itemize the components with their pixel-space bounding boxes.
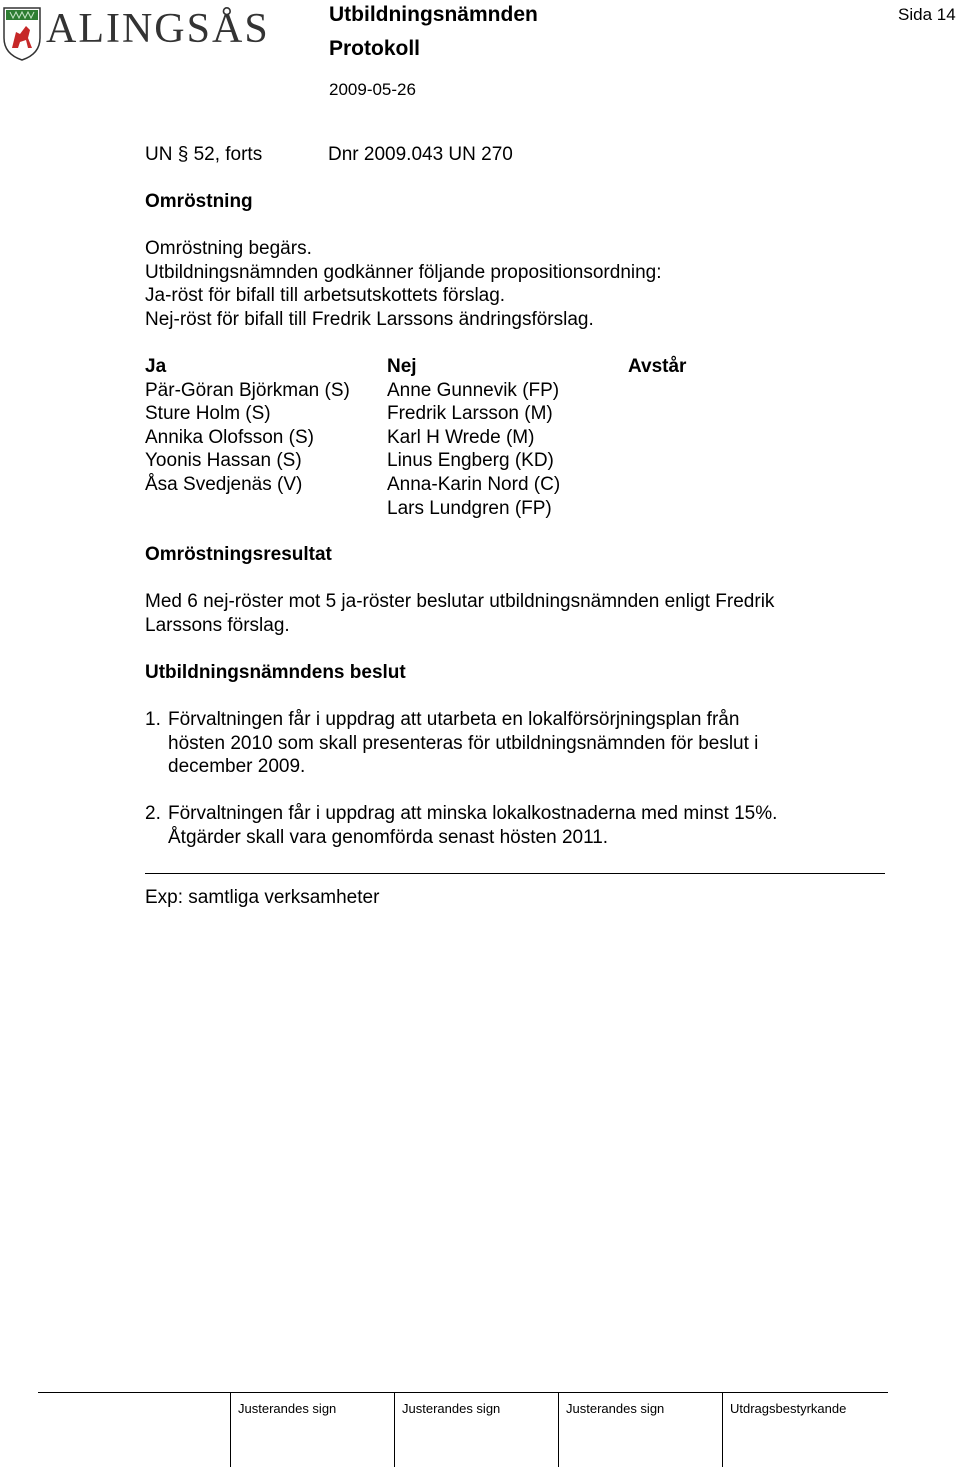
signature-divider <box>394 1392 395 1467</box>
case-dnr: Dnr 2009.043 UN 270 <box>328 144 513 165</box>
document-title: Utbildningsnämnden <box>329 3 538 26</box>
signature-divider <box>230 1392 231 1467</box>
decision-line: Förvaltningen får i uppdrag att minska lokalkostnaderna med minst 15%. <box>168 803 778 824</box>
case-number: UN § 52, forts <box>145 144 263 165</box>
signature-divider <box>558 1392 559 1467</box>
decision-number: 1. <box>145 709 161 730</box>
decision-line: december 2009. <box>168 756 306 777</box>
vote-heading: Omröstning <box>145 191 253 212</box>
vote-line: Utbildningsnämnden godkänner följande propositionsordning: <box>145 262 662 283</box>
nej-header: Nej <box>387 356 417 377</box>
signature-label: Justerandes sign <box>566 1401 665 1416</box>
ja-voter: Åsa Svedjenäs (V) <box>145 474 303 495</box>
nej-voter: Lars Lundgren (FP) <box>387 498 552 519</box>
ja-voter: Annika Olofsson (S) <box>145 427 314 448</box>
signature-label: Justerandes sign <box>402 1401 501 1416</box>
exp-text: Exp: samtliga verksamheter <box>145 887 380 908</box>
result-line: Larssons förslag. <box>145 615 290 636</box>
ja-voter: Pär-Göran Björkman (S) <box>145 380 350 401</box>
decision-line: hösten 2010 som skall presenteras för utbildningsnämnden för beslut i <box>168 733 759 754</box>
vote-line: Nej-röst för bifall till Fredrik Larssons ändringsförslag. <box>145 309 594 330</box>
decision-line: Åtgärder skall vara genomförda senast hösten 2011. <box>168 827 609 848</box>
nej-voter: Anna-Karin Nord (C) <box>387 474 561 495</box>
decision-heading: Utbildningsnämndens beslut <box>145 662 406 683</box>
result-heading: Omröstningsresultat <box>145 544 332 565</box>
logo-text: ALINGSÅS <box>46 6 270 52</box>
nej-voter: Fredrik Larsson (M) <box>387 403 553 424</box>
nej-voter: Anne Gunnevik (FP) <box>387 380 560 401</box>
nej-voter: Karl H Wrede (M) <box>387 427 535 448</box>
page-number: Sida 14 <box>898 5 956 24</box>
document-date: 2009-05-26 <box>329 80 416 99</box>
ja-header: Ja <box>145 356 167 377</box>
decision-number: 2. <box>145 803 161 824</box>
document-type: Protokoll <box>329 37 421 60</box>
signature-top-line <box>38 1392 888 1393</box>
signature-label: Utdragsbestyrkande <box>730 1401 847 1416</box>
signature-label: Justerandes sign <box>238 1401 337 1416</box>
signature-divider <box>722 1392 723 1467</box>
avstar-header: Avstår <box>628 356 687 377</box>
ja-voter: Yoonis Hassan (S) <box>145 450 302 471</box>
municipality-logo <box>2 4 270 64</box>
vote-line: Omröstning begärs. <box>145 238 312 259</box>
ja-voter: Sture Holm (S) <box>145 403 271 424</box>
nej-voter: Linus Engberg (KD) <box>387 450 554 471</box>
decision-line: Förvaltningen får i uppdrag att utarbeta en lokalförsörjningsplan från <box>168 709 740 730</box>
exp-divider <box>145 873 885 874</box>
result-line: Med 6 nej-röster mot 5 ja-röster beslutar utbildningsnämnden enligt Fredrik <box>145 591 775 612</box>
vote-line: Ja-röst för bifall till arbetsutskottets förslag. <box>145 285 506 306</box>
coat-of-arms-icon <box>2 4 42 62</box>
